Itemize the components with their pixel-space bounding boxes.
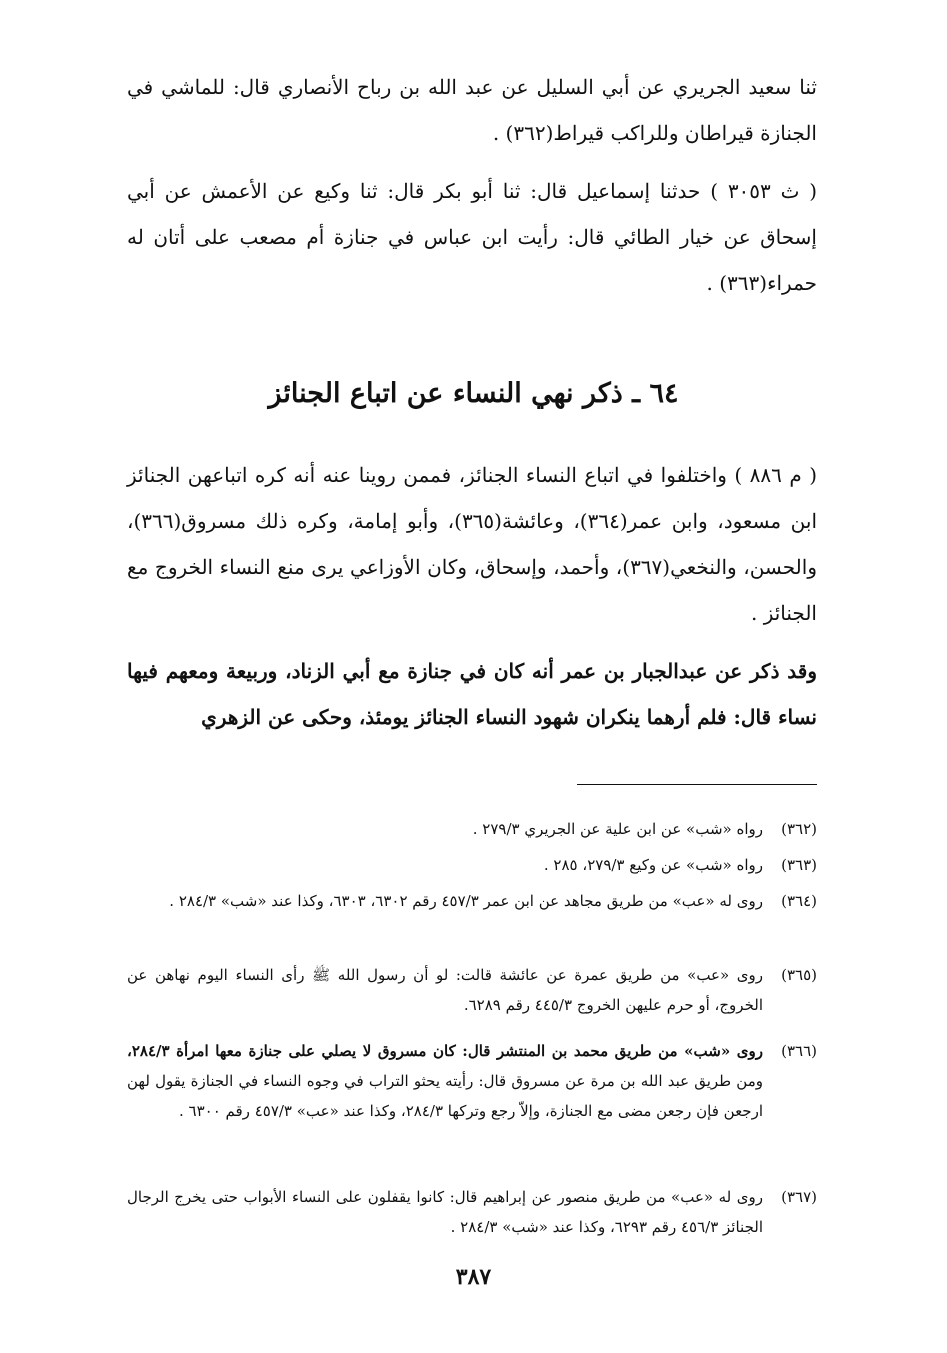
footnote-text: روى له «عب» من طريق مجاهد عن ابن عمر ٤٥٧/٣ رقم ٦٣٠٢، ٦٣٠٣، وكذا عند «شب» ٢٨٤/٣ . (169, 892, 763, 910)
paragraph-narration-3053: ( ث ٣٠٥٣ ) حدثنا إسماعيل قال: ثنا أبو بكر قال: ثنا وكيع عن الأعمش عن أبي إسحاق عن خيار الطائي قال: رأيت ابن عباس في جنازة أم مصعب على أتان له حمراء(٣٦٣) . (127, 179, 817, 295)
footnote-separator-rule (577, 784, 817, 785)
footnote-lead-bold: روى «شب» من طريق محمد بن المنتشر قال: كان مسروق لا يصلي على جنازة معها امرأة ٢٨٤/٣، (127, 1042, 763, 1060)
footnote-362 (127, 814, 817, 844)
section-heading: ٦٤ ـ ذكر نهي النساء عن اتباع الجنائز (268, 378, 679, 409)
paragraph-abduljabbar-report: وقد ذكر عن عبدالجبار بن عمر أنه كان في جنازة مع أبي الزناد، وربيعة ومعهم فيها نساء قال: فلم أرهما ينكران شهود النساء الجنائز يومئذ، وحكى عن الزهري (127, 659, 817, 729)
footnote-number: (٣٦٥) (781, 966, 817, 984)
footnote-366 (127, 1036, 817, 1126)
footnote-number: (٣٦٢) (781, 820, 817, 838)
footnote-number: (٣٦٤) (781, 892, 817, 910)
footnote-363 (127, 850, 817, 880)
footnote-number: (٣٦٧) (781, 1188, 817, 1206)
top-text-block (127, 64, 817, 306)
footnote-365 (127, 960, 817, 1020)
main-text-block (127, 452, 817, 740)
footnote-367 (127, 1182, 817, 1242)
footnote-number: (٣٦٣) (781, 856, 817, 874)
footnote-text (127, 1036, 763, 1126)
footnote-text: رواه «شب» عن ابن علية عن الجريري ٢٧٩/٣ . (472, 820, 763, 838)
footnote-body: ومن طريق عبد الله بن مرة عن مسروق قال: رأيته يحثو التراب في وجوه النساء في الجنازة يقول لهن ارجعن فإن رجعن مضى مع الجنازة، وإلاّ رجع وتركها ٢٨٤/٣، وكذا عند «عب» ٤٥٧/٣ رقم ٦٣٠٠ . (127, 1072, 763, 1120)
page-number: ٣٨٧ (455, 1264, 492, 1290)
paragraph-narration-362: ثنا سعيد الجريري عن أبي السليل عن عبد الله بن رباح الأنصاري قال: للماشي في الجنازة قيراطان وللراكب قيراط(٣٦٢) . (127, 75, 817, 145)
footnote-364 (127, 886, 817, 916)
footnote-number: (٣٦٦) (781, 1042, 817, 1060)
footnote-text: روى له «عب» من طريق منصور عن إبراهيم قال: كانوا يقفلون على النساء الأبواب حتى يخرج الرجال الجنائز ٤٥٦/٣ رقم ٦٢٩٣، وكذا عند «شب» ٢٨٤/٣ . (127, 1188, 763, 1236)
footnote-text: رواه «شب» عن وكيع ٢٧٩/٣، ٢٨٥ . (543, 856, 763, 874)
footnote-text: روى «عب» من طريق عمرة عن عائشة قالت: لو أن رسول الله ﷺ رأى النساء اليوم نهاهن عن الخروج، أو حرم عليهن الخروج ٤٤٥/٣ رقم ٦٢٨٩. (127, 966, 763, 1014)
paragraph-issue-886: ( م ٨٨٦ ) واختلفوا في اتباع النساء الجنائز، فممن روينا عنه أنه كره اتباعهن الجنائز ابن مسعود، وابن عمر(٣٦٤)، وعائشة(٣٦٥)، وأبو إمامة، وكره ذلك مسروق(٣٦٦)، والحسن، والنخعي(٣٦٧)، وأحمد، وإسحاق، وكان الأوزاعي يرى منع النساء الخروج مع الجنائز . (127, 463, 818, 625)
